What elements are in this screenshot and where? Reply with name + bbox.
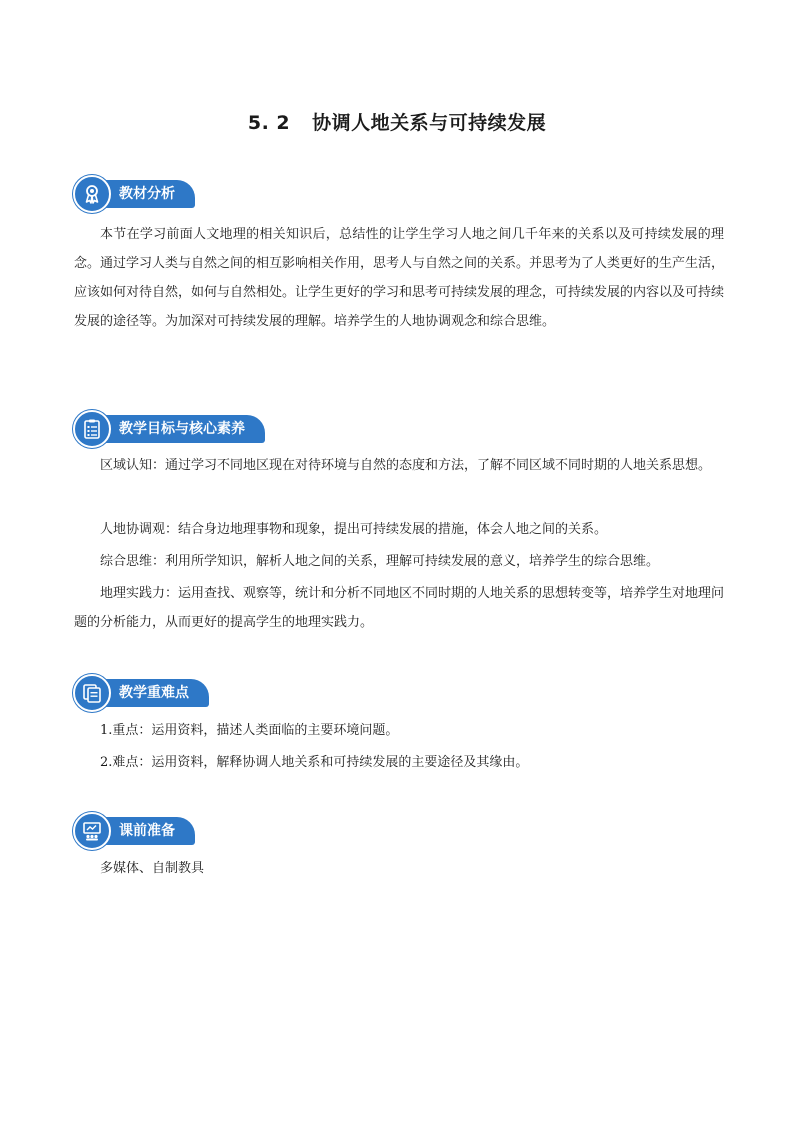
title-text: 协调人地关系与可持续发展 [312, 112, 547, 134]
goal-item: 地理实践力：运用查找、观察等，统计和分析不同地区不同时期的人地关系的思想转变等，培养学生对地理问题的分析能力，从而更好的提高学生的地理实践力。 [74, 586, 725, 630]
section-label: 教学重难点 [95, 679, 209, 707]
page-title [0, 108, 794, 135]
goal-item: 人地协调观：结合身边地理事物和现象，提出可持续发展的措施，体会人地之间的关系。 [100, 522, 608, 537]
section-label: 教学目标与核心素养 [95, 415, 265, 443]
award-ribbon-icon [73, 175, 111, 213]
section-header-preparation [73, 813, 195, 849]
section-label: 教材分析 [95, 180, 195, 208]
analysis-paragraph: 本节在学习前面人文地理的相关知识后，总结性的让学生学习人地之间几千年来的关系以及可持续发展的理念。通过学习人类与自然之间的相互影响相关作用，思考人与自然之间的关系。并思考为了人类更好的生产生活，应该如何对待自然，如何与自然相处。让学生更好的学习和思考可持续发展的理念，可持续发展的内容以及可持续发展的途径等。为加深对可持续发展的理解。培养学生的人地协调观念和综合思维。 [74, 227, 725, 329]
presentation-icon [73, 812, 111, 850]
key-point-item: 2.难点：运用资料，解释协调人地关系和可持续发展的主要途径及其缘由。 [100, 755, 529, 770]
section-label: 课前准备 [95, 817, 195, 845]
section-header-analysis [73, 176, 195, 212]
goal-item: 综合思维：利用所学知识，解析人地之间的关系，理解可持续发展的意义，培养学生的综合思维。 [100, 554, 660, 569]
key-point-item: 1.重点：运用资料，描述人类面临的主要环境问题。 [100, 723, 399, 738]
goal-item: 区域认知：通过学习不同地区现在对待环境与自然的态度和方法，了解不同区域不同时期的人地关系思想。 [100, 458, 712, 473]
section-header-goals [73, 411, 265, 447]
checklist-icon [73, 410, 111, 448]
documents-icon [73, 674, 111, 712]
section-header-key-points [73, 675, 209, 711]
preparation-text: 多媒体、自制教具 [100, 861, 205, 876]
section-number: 5. 2 [247, 112, 291, 134]
